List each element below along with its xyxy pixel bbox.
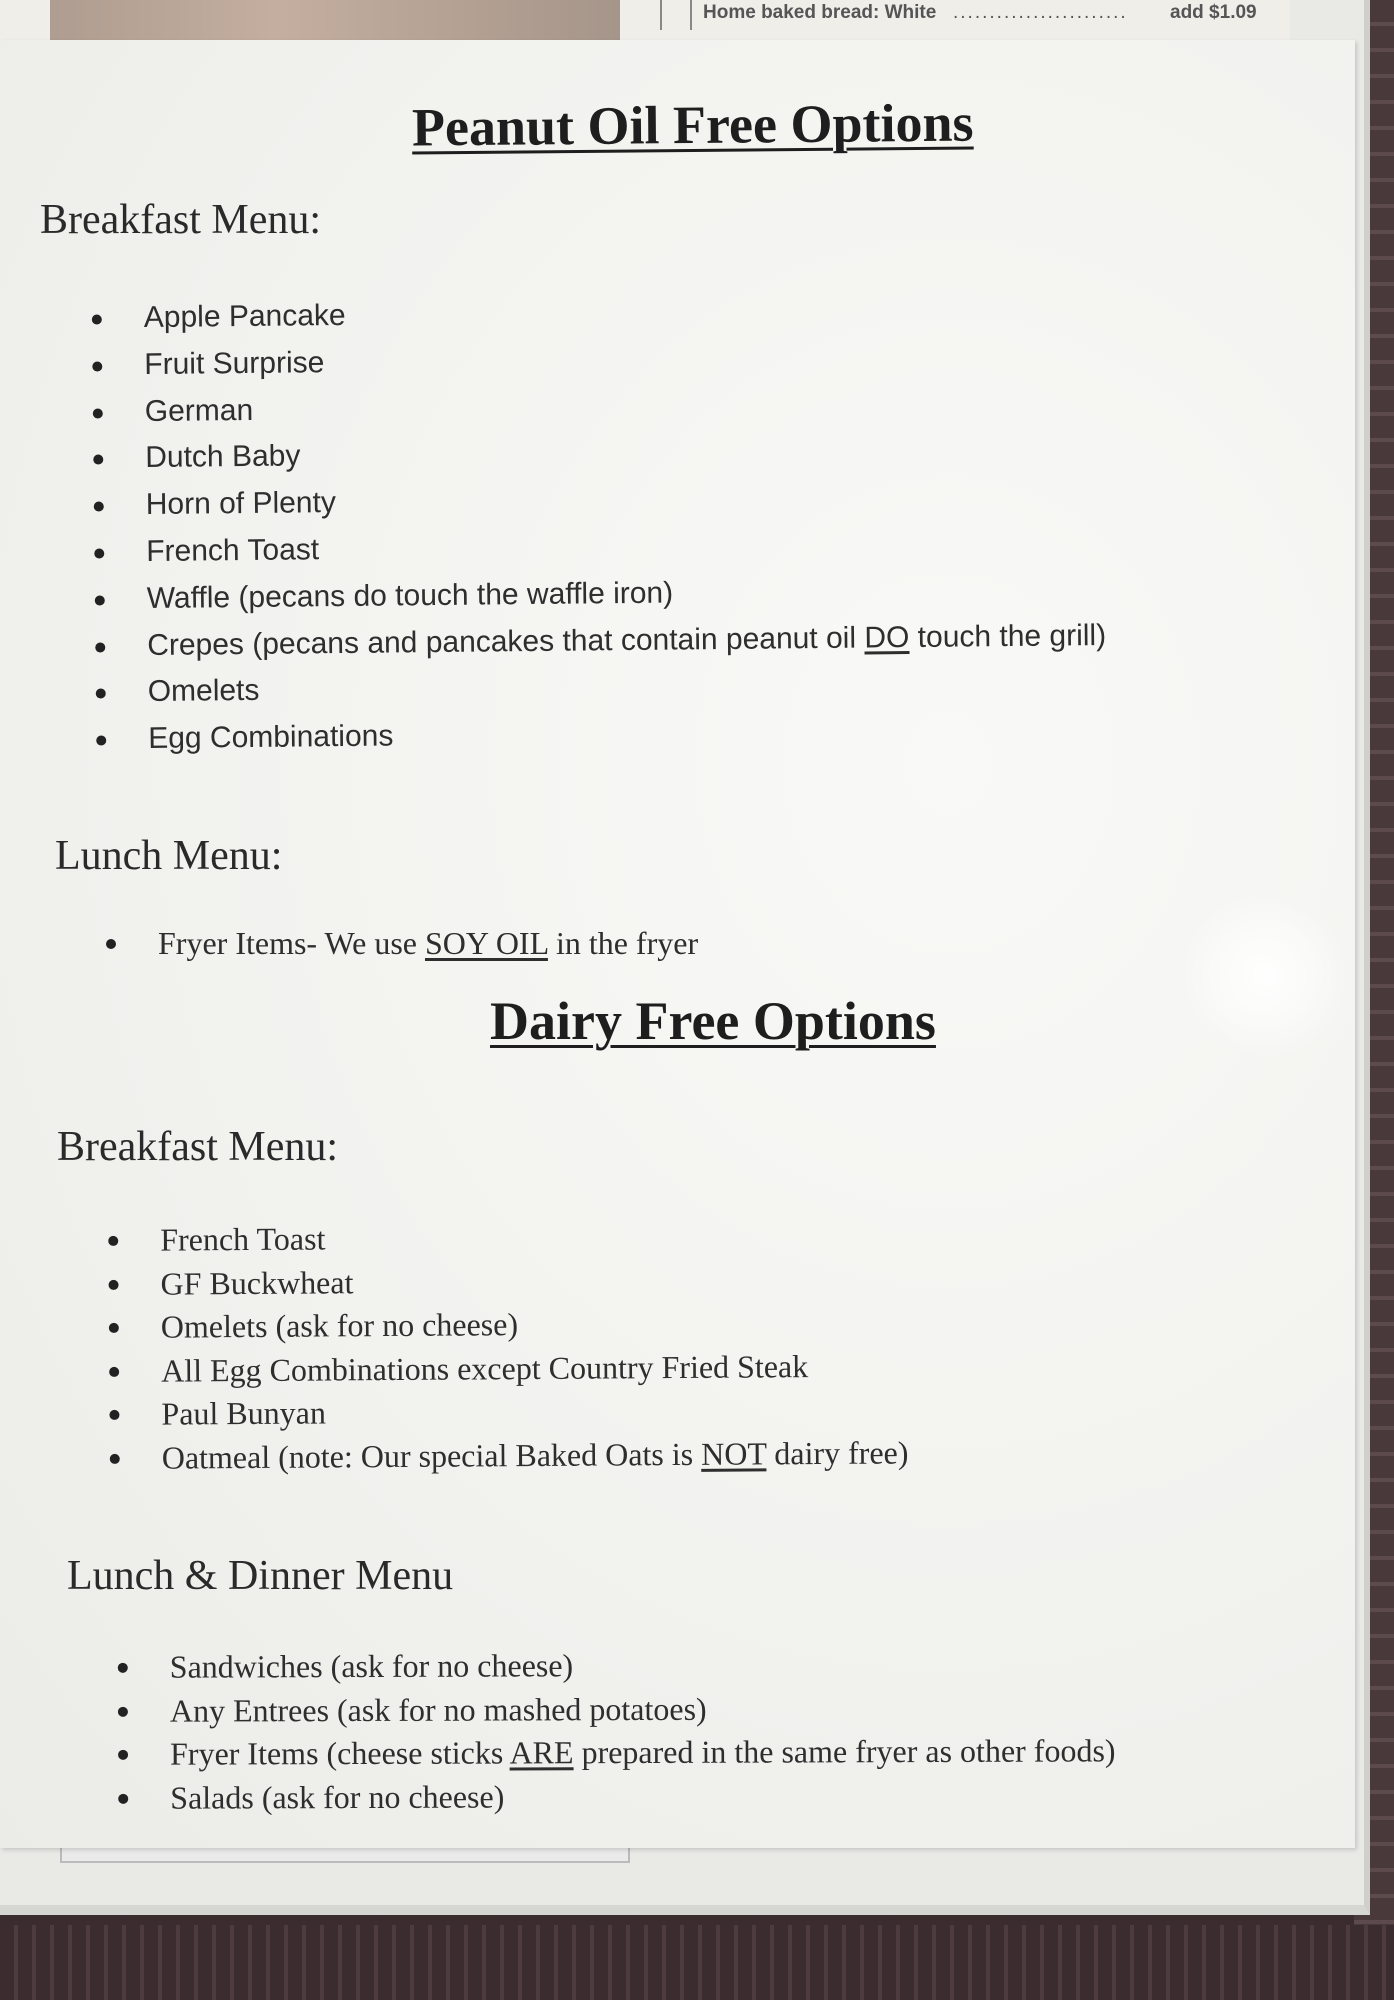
dairy-breakfast-label: Breakfast Menu: xyxy=(57,1124,339,1170)
oatmeal-emphasis: NOT xyxy=(701,1434,767,1472)
list-item: Omelets xyxy=(147,659,1106,716)
list-item: French Toast xyxy=(160,1213,907,1262)
list-item: Paul Bunyan xyxy=(161,1387,908,1436)
divider xyxy=(690,0,692,30)
dairy-fryer-text-after: prepared in the same fryer as other foods) xyxy=(573,1732,1116,1771)
list-item: Salads (ask for no cheese) xyxy=(170,1773,1116,1820)
peanut-breakfast-label: Breakfast Menu: xyxy=(40,197,322,243)
list-item: Any Entrees (ask for no mashed potatoes) xyxy=(170,1686,1116,1733)
dairy-fryer-text-before: Fryer Items (cheese sticks xyxy=(170,1734,510,1772)
crepes-text-before: Crepes (pecans and pancakes that contain peanut oil xyxy=(147,621,865,662)
dairy-fryer-emphasis: ARE xyxy=(509,1734,574,1771)
list-item: Fruit Surprise xyxy=(144,332,1103,389)
allergen-menu-page xyxy=(0,40,1355,1848)
list-item: Waffle (pecans do touch the waffle iron) xyxy=(147,566,1106,623)
peanut-oil-free-heading: Peanut Oil Free Options xyxy=(411,92,974,158)
peanut-lunch-label: Lunch Menu: xyxy=(55,833,283,879)
fryer-text-after: in the fryer xyxy=(547,925,699,961)
list-item: French Toast xyxy=(146,519,1105,576)
list-item xyxy=(158,922,698,966)
dairy-lunch-dinner-label: Lunch & Dinner Menu xyxy=(67,1553,454,1599)
dairy-free-heading: Dairy Free Options xyxy=(490,991,936,1051)
food-photo xyxy=(50,0,620,40)
list-item: German xyxy=(145,379,1104,436)
list-item: Omelets (ask for no cheese) xyxy=(161,1300,908,1349)
list-item: GF Buckwheat xyxy=(160,1257,907,1306)
list-item xyxy=(162,1431,909,1480)
list-item: Sandwiches (ask for no cheese) xyxy=(170,1642,1116,1689)
dairy-lunch-list xyxy=(170,1642,1116,1819)
list-item: Dutch Baby xyxy=(145,425,1104,482)
peanut-breakfast-list xyxy=(144,285,1108,763)
bread-option-label: Home baked bread: White xyxy=(703,2,937,23)
light-glare xyxy=(1180,890,1350,1060)
oatmeal-text-before: Oatmeal (note: Our special Baked Oats is xyxy=(161,1435,702,1476)
bread-option-price: add $1.09 xyxy=(1170,2,1257,23)
fryer-text-before: Fryer Items- We use xyxy=(158,925,425,961)
dairy-breakfast-list xyxy=(160,1213,909,1479)
oatmeal-text-after: dairy free) xyxy=(766,1433,909,1471)
fryer-emphasis: SOY OIL xyxy=(424,925,548,961)
bread-option-dots: ........................ xyxy=(953,2,1128,23)
binder-edge-bottom xyxy=(0,1925,1394,2000)
list-item: Apple Pancake xyxy=(144,285,1103,342)
list-item: Egg Combinations xyxy=(148,706,1107,763)
list-item: Horn of Plenty xyxy=(146,472,1105,529)
list-item xyxy=(170,1729,1116,1776)
crepes-text-after: touch the grill) xyxy=(909,618,1107,654)
peanut-lunch-list xyxy=(158,922,698,966)
crepes-emphasis: DO xyxy=(864,620,910,655)
list-item: All Egg Combinations except Country Fried Steak xyxy=(161,1344,908,1393)
divider xyxy=(660,0,662,30)
